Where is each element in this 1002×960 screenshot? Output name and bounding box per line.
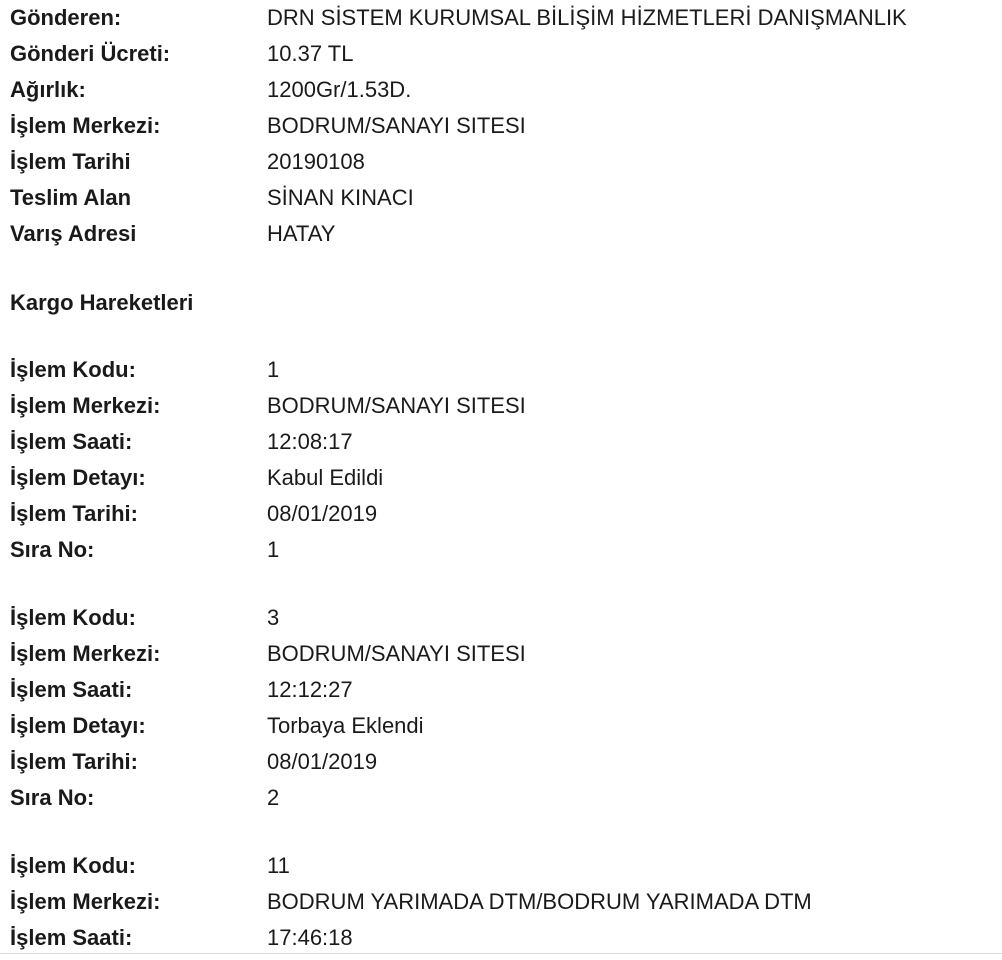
movement-label: İşlem Kodu: [10, 605, 136, 630]
movement-label: Sıra No: [10, 537, 95, 562]
movement-label: İşlem Saati: [10, 925, 133, 950]
movement-value: 08/01/2019 [267, 501, 378, 526]
movements-title: Kargo Hareketleri [10, 290, 194, 315]
movement-value: 12:12:27 [267, 677, 353, 702]
summary-value: 20190108 [267, 149, 365, 174]
movement-label: İşlem Tarihi: [10, 749, 138, 774]
summary-value: HATAY [267, 221, 336, 246]
movement-value: 1 [267, 357, 280, 382]
movement-value: 2 [267, 785, 280, 810]
movement-value: 08/01/2019 [267, 749, 378, 774]
movement-label: İşlem Merkezi: [10, 641, 161, 666]
movement-label: İşlem Saati: [10, 677, 133, 702]
summary-value: 1200Gr/1.53D. [267, 77, 412, 102]
movement-label: İşlem Saati: [10, 429, 133, 454]
summary-label: İşlem Merkezi: [10, 113, 161, 138]
movement-label: İşlem Tarihi: [10, 501, 138, 526]
summary-label: Varış Adresi [10, 221, 137, 246]
movement-value: Kabul Edildi [267, 465, 384, 490]
movement-value: 3 [267, 605, 280, 630]
summary-label: Teslim Alan [10, 185, 132, 210]
movement-value: 12:08:17 [267, 429, 353, 454]
movement-value: 11 [267, 853, 290, 878]
movement-label: İşlem Merkezi: [10, 393, 161, 418]
movement-value: 1 [267, 537, 280, 562]
summary-value: SİNAN KINACI [267, 185, 414, 210]
summary-label: Gönderi Ücreti: [10, 41, 171, 66]
movement-value: Torbaya Eklendi [267, 713, 424, 738]
movement-value: BODRUM/SANAYI SITESI [267, 641, 526, 666]
summary-value: 10.37 TL [267, 41, 354, 66]
movement-label: İşlem Merkezi: [10, 889, 161, 914]
bottom-divider [0, 953, 1002, 954]
movement-value: 17:46:18 [267, 925, 353, 950]
movement-label: Sıra No: [10, 785, 95, 810]
movement-label: İşlem Detayı: [10, 465, 146, 490]
summary-label: Ağırlık: [10, 77, 86, 102]
movement-label: İşlem Kodu: [10, 853, 136, 878]
summary-value: DRN SİSTEM KURUMSAL BİLİŞİM HİZMETLERİ DANIŞMANLIK [267, 5, 907, 30]
movement-label: İşlem Kodu: [10, 357, 136, 382]
summary-label: Gönderen: [10, 5, 122, 30]
movement-label: İşlem Detayı: [10, 713, 146, 738]
movement-value: BODRUM YARIMADA DTM/BODRUM YARIMADA DTM [267, 889, 812, 914]
movement-value: BODRUM/SANAYI SITESI [267, 393, 526, 418]
summary-label: İşlem Tarihi [10, 149, 131, 174]
summary-value: BODRUM/SANAYI SITESI [267, 113, 526, 138]
